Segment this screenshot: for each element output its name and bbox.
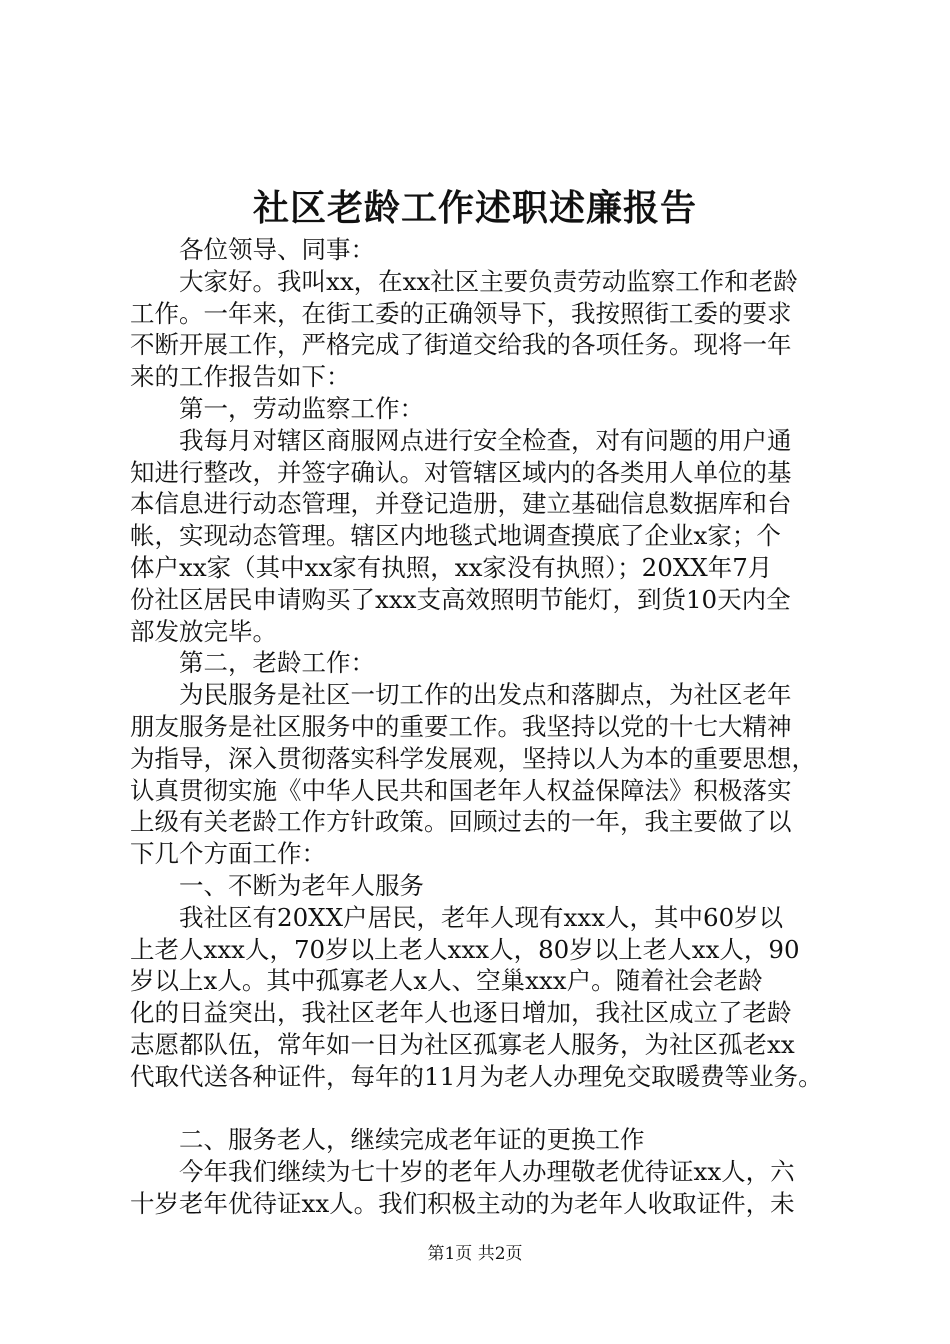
body-line: 体户xx家（其中xx家有执照，xx家没有执照）；20XX年7月 — [130, 552, 773, 582]
body-line: 为民服务是社区一切工作的出发点和落脚点，为社区老年 — [179, 680, 792, 710]
page-footer: 第1页 共2页 — [427, 1244, 523, 1264]
body-line: 帐，实现动态管理。辖区内地毯式地调查摸底了企业x家；个 — [130, 521, 781, 551]
body-line: 今年我们继续为七十岁的老年人办理敬老优待证xx人，六 — [179, 1157, 795, 1187]
body-line: 大家好。我叫xx，在xx社区主要负责劳动监察工作和老龄 — [179, 266, 798, 296]
body-line: 上级有关老龄工作方针政策。回顾过去的一年，我主要做了以 — [130, 807, 792, 837]
body-line: 十岁老年优待证xx人。我们积极主动的为老年人收取证件，未 — [130, 1188, 795, 1218]
body-line: 二、服务老人，继续完成老年证的更换工作 — [179, 1125, 645, 1155]
body-line: 上老人xxx人，70岁以上老人xxx人，80岁以上老人xx人，90 — [130, 934, 800, 964]
document-body — [130, 234, 842, 1220]
body-line: 我社区有20XX户居民，老年人现有xxx人，其中60岁以 — [179, 902, 784, 932]
body-line: 第一，劳动监察工作： — [179, 393, 424, 423]
body-line: 工作。一年来，在街工委的正确领导下，我按照街工委的要求 — [130, 298, 792, 328]
body-line: 代取代送各种证件，每年的11月为老人办理免交取暖费等业务。 — [130, 1061, 823, 1091]
body-line: 本信息进行动态管理，并登记造册，建立基础信息数据库和台 — [130, 489, 792, 519]
body-line: 认真贯彻实施《中华人民共和国老年人权益保障法》积极落实 — [130, 775, 792, 805]
body-line: 化的日益突出，我社区老年人也逐日增加，我社区成立了老龄 — [130, 998, 792, 1028]
body-line: 第二，老龄工作： — [179, 648, 375, 678]
body-line: 部发放完毕。 — [130, 616, 277, 646]
blank-line — [130, 1093, 842, 1125]
body-line: 为指导，深入贯彻落实科学发展观，坚持以人为本的重要思想， — [130, 743, 816, 773]
body-line: 一、不断为老年人服务 — [179, 870, 424, 900]
body-line: 下几个方面工作： — [130, 839, 326, 869]
body-line: 各位领导、同事： — [179, 235, 375, 264]
body-line: 我每月对辖区商服网点进行安全检查，对有问题的用户通 — [179, 425, 792, 455]
body-line: 份社区居民申请购买了xxx支高效照明节能灯，到货10天内全 — [130, 584, 791, 614]
document-title: 社区老龄工作述职述廉报告 — [252, 187, 697, 229]
body-line: 不断开展工作，严格完成了街道交给我的各项任务。现将一年 — [130, 330, 792, 360]
body-line: 朋友服务是社区服务中的重要工作。我坚持以党的十七大精神 — [130, 711, 792, 741]
body-line: 来的工作报告如下： — [130, 362, 351, 392]
body-line: 知进行整改，并签字确认。对管辖区域内的各类用人单位的基 — [130, 457, 792, 487]
body-line: 志愿都队伍，常年如一日为社区孤寡老人服务，为社区孤老xx — [130, 1029, 795, 1059]
body-line: 岁以上x人。其中孤寡老人x人、空巢xxx户。随着社会老龄 — [130, 966, 763, 996]
